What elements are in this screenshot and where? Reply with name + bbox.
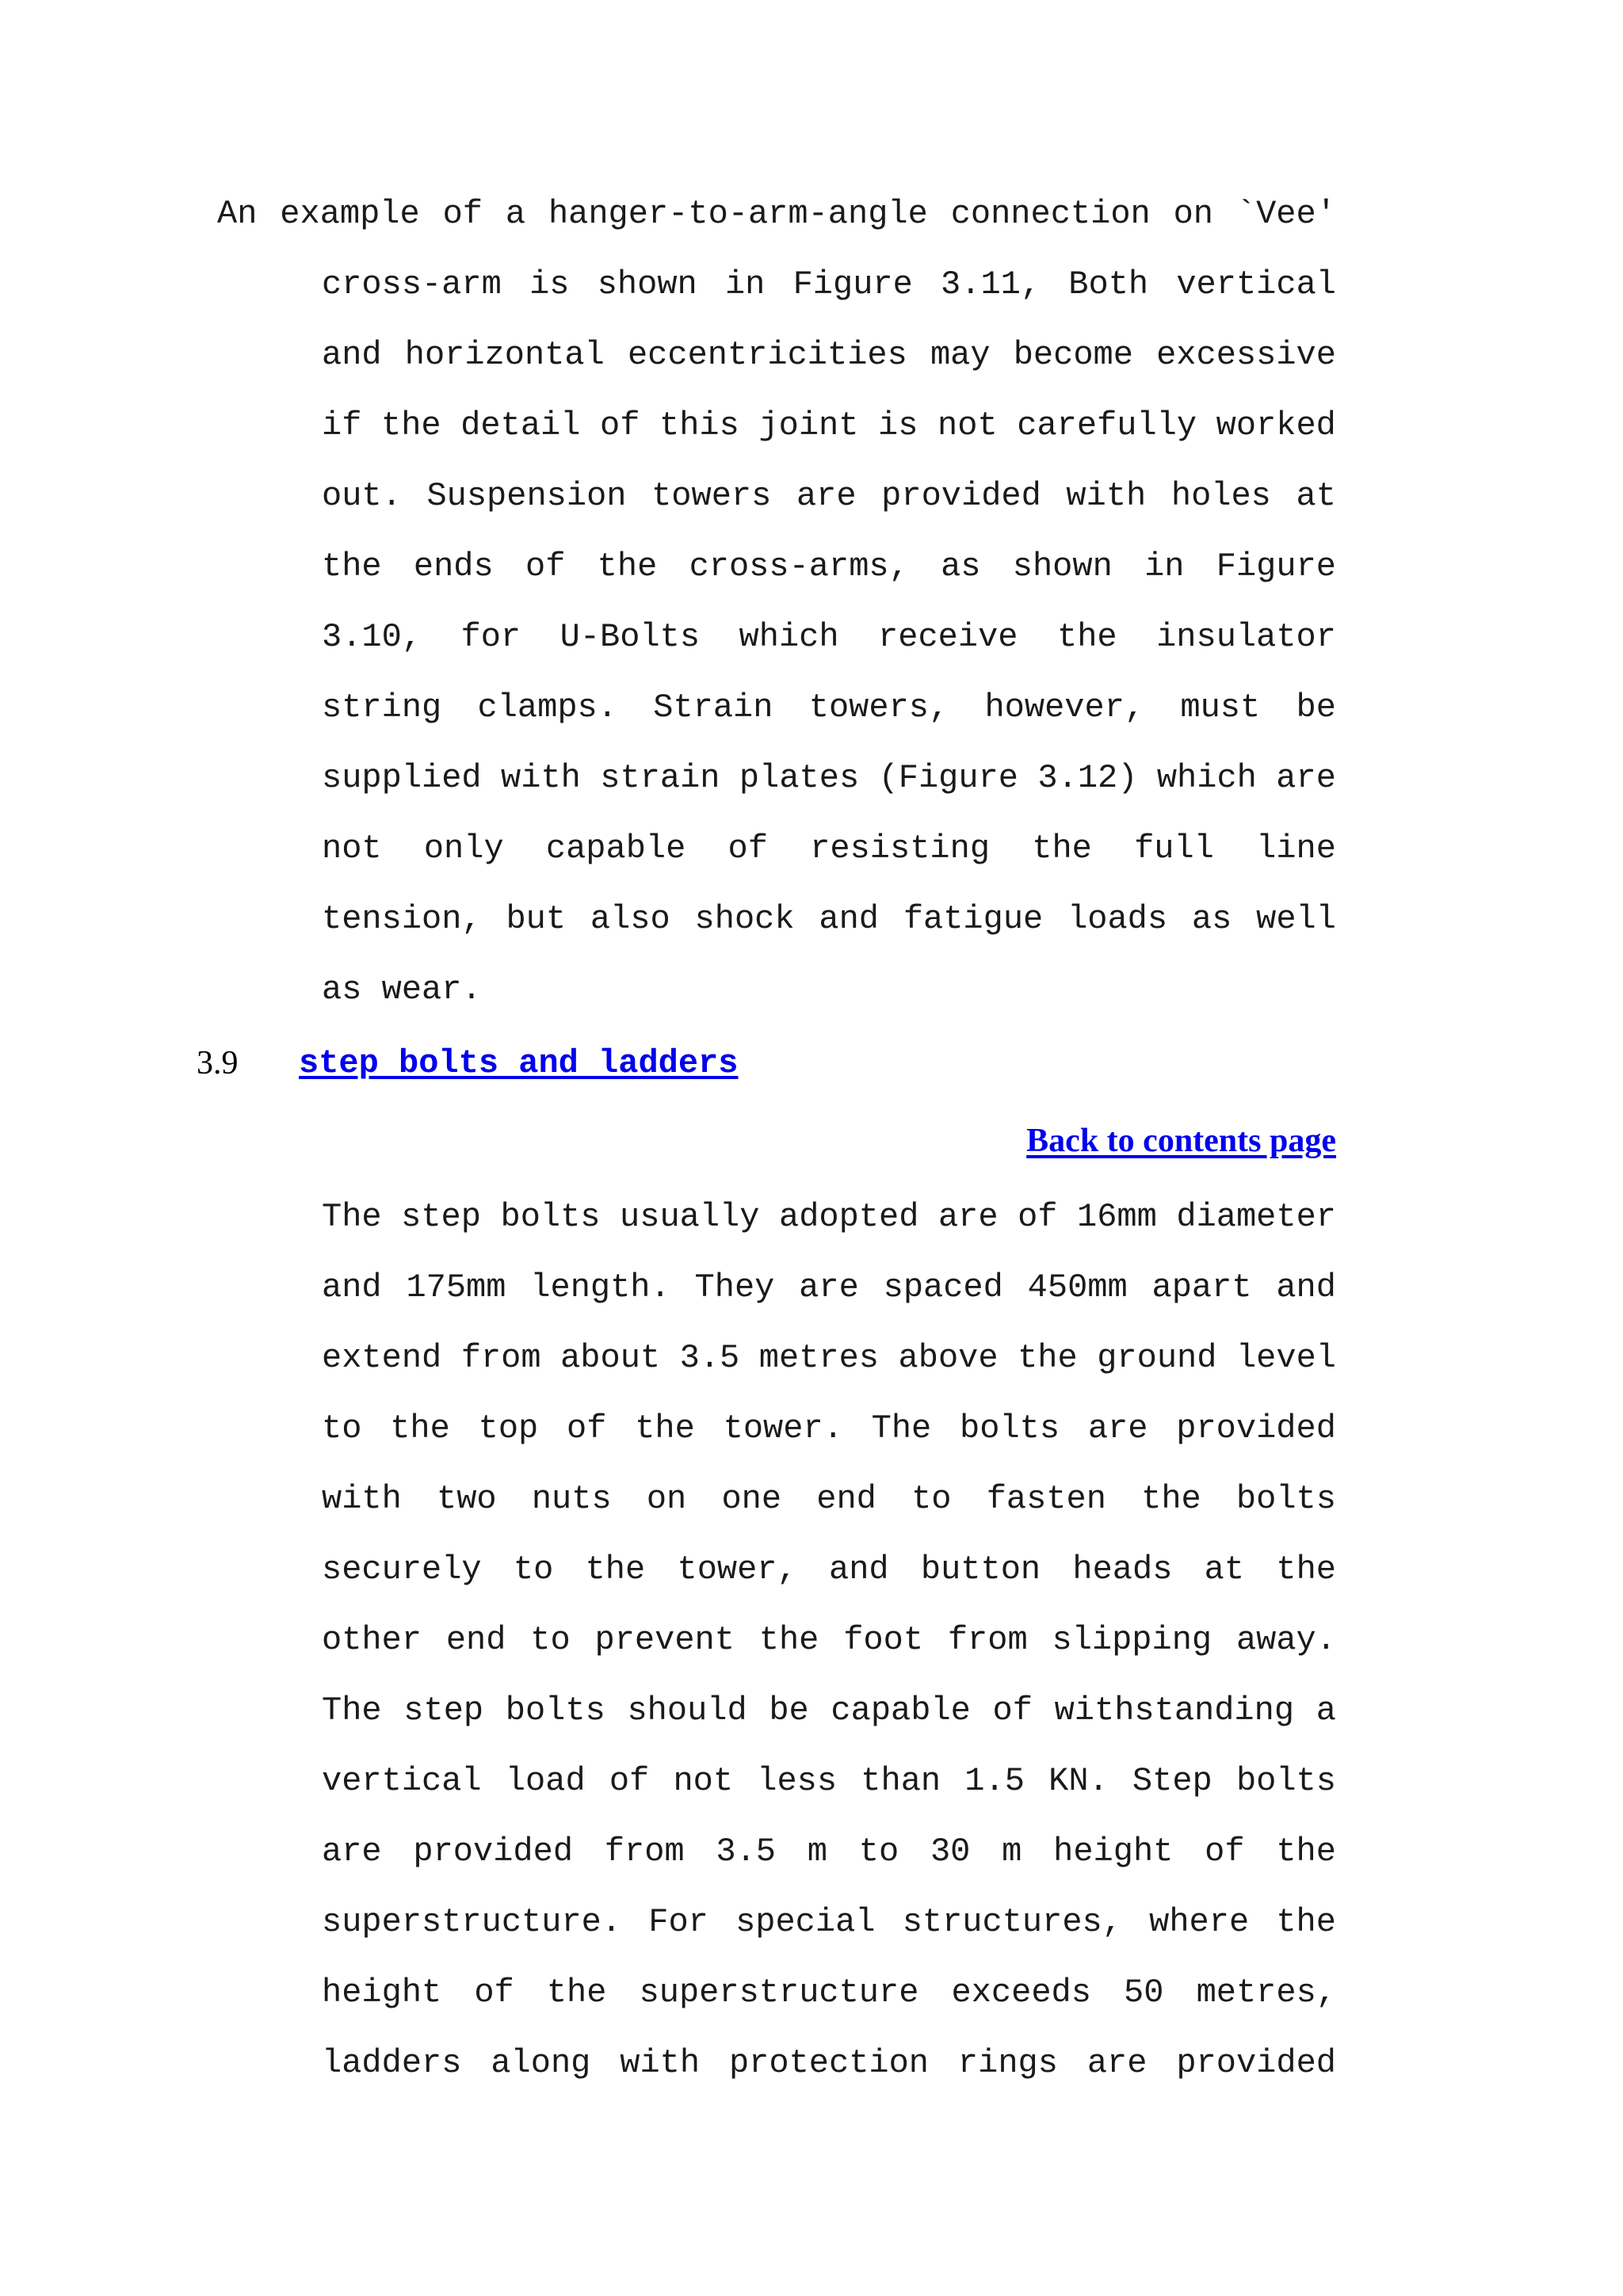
text-line: tension, but also shock and fatigue loads as well xyxy=(322,900,1336,938)
text-line: superstructure. For special structures, where the xyxy=(322,1903,1336,1941)
text-line: out. Suspension towers are provided with holes at xyxy=(322,477,1336,515)
text-line: and 175mm length. They are spaced 450mm apart and xyxy=(322,1268,1336,1306)
text-line: with two nuts on one end to fasten the bolts xyxy=(322,1480,1336,1518)
text-line: An example of a hanger-to-arm-angle connection on `Vee' xyxy=(217,195,1336,233)
text-line: the ends of the cross-arms, as shown in Figure xyxy=(322,547,1336,585)
text-line: to the top of the tower. The bolts are provided xyxy=(322,1409,1336,1447)
text-line: The step bolts usually adopted are of 16mm diameter xyxy=(322,1198,1336,1236)
text-line: vertical load of not less than 1.5 KN. Step bolts xyxy=(322,1762,1336,1800)
text-line: other end to prevent the foot from slipping away. xyxy=(322,1621,1336,1659)
text-line: ladders along with protection rings are provided xyxy=(322,2044,1336,2082)
text-line: The step bolts should be capable of withstanding a xyxy=(322,1691,1336,1730)
text-line: are provided from 3.5 m to 30 m height of the xyxy=(322,1833,1336,1871)
text-line: if the detail of this joint is not carefully worked xyxy=(322,406,1336,444)
text-line: string clamps. Strain towers, however, must be xyxy=(322,688,1336,727)
back-to-contents-link[interactable]: Back to contents page xyxy=(1026,1123,1336,1159)
text-line: height of the superstructure exceeds 50 metres, xyxy=(322,1974,1336,2012)
text-line: securely to the tower, and button heads at the xyxy=(322,1550,1336,1589)
section-title-link[interactable]: step bolts and ladders xyxy=(299,1044,739,1082)
text-line: extend from about 3.5 metres above the ground level xyxy=(322,1339,1336,1377)
text-line: not only capable of resisting the full line xyxy=(322,830,1336,868)
text-line: as wear. xyxy=(322,971,482,1009)
text-line: cross-arm is shown in Figure 3.11, Both vertical xyxy=(322,265,1336,303)
text-line: supplied with strain plates (Figure 3.12) which are xyxy=(322,759,1336,797)
text-line: and horizontal eccentricities may become excessive xyxy=(322,336,1336,374)
section-number: 3.9 xyxy=(197,1045,239,1081)
text-line: 3.10, for U-Bolts which receive the insulator xyxy=(322,618,1336,656)
